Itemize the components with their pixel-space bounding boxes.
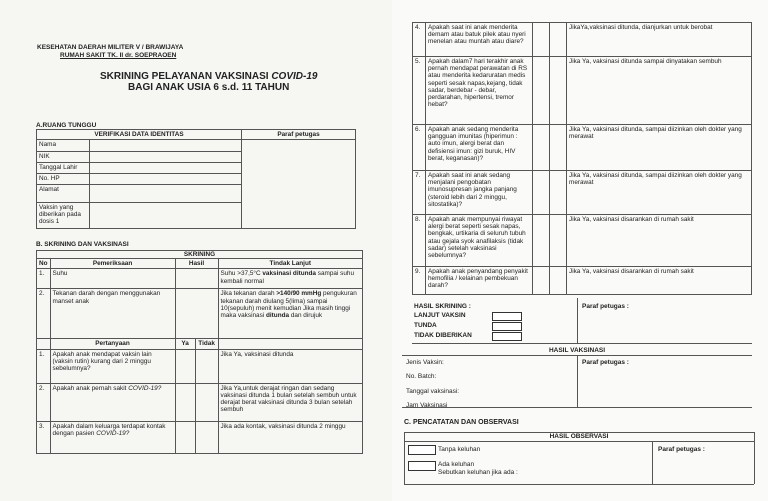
screening-table [36,250,363,454]
question-text: Apakah dalam7 hari terakhir anak pernah mendapat perawatan di RS atau menderita kedaruratan medis seperti sesak napas,kejang, tidak sadar, berdebar - debar, perdarahan, hipertensi, tremor hebat? [426,57,533,125]
option-lanjut-label: LANJUT VAKSIN [414,312,466,319]
question-ya-input[interactable] [533,215,550,267]
question-tidak-input[interactable] [550,171,567,215]
question-tidak-input[interactable] [550,215,567,267]
col-tidak: Tidak [195,339,218,349]
question-text: Apakah saat ini anak menderita demam atau batuk pilek atau nyeri menelan atau muntah atau diare? [426,23,533,57]
question-action: Jika Ya, vaksinasi ditunda, sampai diizinkan oleh dokter yang merawat [567,125,752,171]
section-b-heading: B. SKRINING DAN VAKSINASI [36,241,129,248]
org-line-1: KESEHATAN DAERAH MILITER V / BRAWIJAYA [37,44,184,51]
exam-hasil-input[interactable] [175,269,218,289]
screening-title: SKRINING [37,251,363,259]
question-tidak-input[interactable] [195,383,218,421]
tanpa-keluhan-checkbox[interactable] [408,445,436,455]
right-page [392,0,768,501]
field-label-nik: NIK [37,151,90,162]
question-action: Jika Ya, vaksinasi disarankan di rumah sakit [567,215,752,267]
paraf-skrining-label: Paraf petugas : [582,303,629,310]
exam-item: Suhu [50,269,175,289]
exam-no: 2. [37,289,51,339]
ada-keluhan-checkbox[interactable] [408,461,436,471]
section-a-heading: A.RUANG TUNGGU [36,122,97,129]
field-label-tgl-lahir: Tanggal Lahir [37,162,90,173]
col-hasil: Hasil [175,259,218,269]
col-no: No [37,259,51,269]
question-text: Apakah anak mempunyai riwayat alergi berat seperti sesak napas, bengkak, urtikaria di seluruh tubuh atau gejala syok anafilaksis (tidak sadar) setelah vaksinasi sebelumnya? [426,215,533,267]
hasil-skrining-label: HASIL SKRINING : [414,303,471,310]
question-no: 5. [413,57,426,125]
question-text: Apakah saat ini anak sedang menjalani pengobatan imunosupresan jangka panjang (steroid lebih dari 2 minggu, sitostatika)? [426,171,533,215]
option-tidak-checkbox[interactable] [492,332,522,341]
option-tunda-checkbox[interactable] [492,322,522,331]
question-action: Jika Ya, vaksinasi disarankan di rumah sakit [567,267,752,295]
question-text: Apakah anak mendapat vaksin lain (vaksin rutin) kurang dari 2 minggu sebelumnya? [50,349,175,383]
field-jenis-vaksin: Jenis Vaksin: [406,359,444,366]
field-label-alamat: Alamat [37,184,90,202]
identity-fields-cell [37,140,242,229]
question-action: JikaYa,vaksinasi ditunda, dianjurkan untuk berobat [567,23,752,57]
question-text: Apakah dalam keluarga terdapat kontak dengan pasien COVID-19? [50,421,175,453]
question-ya-input[interactable] [533,23,550,57]
question-action: Jika Ya, vaksinasi ditunda sampai dinyatakan sembuh [567,57,752,125]
field-label-nama: Nama [37,140,90,151]
question-tidak-input[interactable] [550,267,567,295]
question-no: 9. [413,267,426,295]
col-pertanyaan: Pertanyaan [50,339,175,349]
identity-fields [37,140,241,228]
field-tanggal-vaksinasi: Tanggal vaksinasi: [406,388,460,395]
question-no: 3. [37,421,51,453]
exam-action: Suhu >37,5°C vaksinasi ditunda sampai suhu kembali normal [218,269,362,289]
section-c-heading: C. PENCATATAN DAN OBSERVASI [404,419,519,426]
field-label-hp: No. HP [37,173,90,184]
question-tidak-input[interactable] [550,23,567,57]
option-tidak-label: TIDAK DIBERIKAN [414,332,472,339]
question-tidak-input[interactable] [550,125,567,171]
question-no: 7. [413,171,426,215]
question-text: Apakah anak pernah sakit COVID-19? [50,383,175,421]
question-ya-input[interactable] [175,383,195,421]
identity-col-header: VERIFIKASI DATA IDENTITAS [37,130,242,140]
option-lanjut-checkbox[interactable] [492,312,522,321]
question-ya-input[interactable] [533,171,550,215]
exam-hasil-input[interactable] [175,289,218,339]
col-pemeriksaan: Pemeriksaan [50,259,175,269]
question-action: Jika Ya,untuk derajat ringan dan sedang vaksinasi ditunda 1 bulan setelah sembuh untuk derajat berat vaksinasi ditunda 3 bulan setelah sembuh [218,383,362,421]
question-ya-input[interactable] [533,267,550,295]
form-title: SKRINING PELAYANAN VAKSINASI COVID-19 [100,71,318,82]
tanpa-keluhan-label: Tanpa keluhan [438,446,481,453]
field-input-nama[interactable] [90,140,242,151]
question-no: 4. [413,23,426,57]
exam-item: Tekanan darah dengan menggunakan manset anak [50,289,175,339]
question-ya-input[interactable] [175,421,195,453]
paraf-vaksinasi-label: Paraf petugas : [582,359,629,366]
question-no: 2. [37,383,51,421]
col-ya: Ya [175,339,195,349]
paraf-observasi-label: Paraf petugas : [658,446,705,453]
question-ya-input[interactable] [533,125,550,171]
field-input-alamat[interactable] [90,184,242,202]
question-no: 1. [37,349,51,383]
questions-table-continued [412,22,752,295]
question-ya-input[interactable] [175,349,195,383]
field-input-hp[interactable] [90,173,242,184]
question-action: Jika ada kontak, vaksinasi ditunda 2 minggu [218,421,362,453]
question-text: Apakah anak sedang menderita gangguan imunitas (hiperimun : auto imun, alergi berat dan defisiensi imun: gizi buruk, HIV berat, keganasan)? [426,125,533,171]
field-input-nik[interactable] [90,151,242,162]
question-action: Jika Ya, vaksinasi ditunda, sampai diizinkan oleh dokter yang merawat [567,171,752,215]
question-no: 6. [413,125,426,171]
field-input-dosis1[interactable] [90,202,242,228]
identity-table [36,129,356,229]
question-action: Jika Ya, vaksinasi ditunda [218,349,362,383]
field-label-dosis1: Vaksin yang diberikan pada dosis 1 [37,202,90,228]
sebutkan-keluhan-label: Sebutkan keluhan jika ada : [438,469,518,476]
hasil-observasi-title: HASIL OBSERVASI [549,433,609,440]
exam-no: 1. [37,269,51,289]
question-ya-input[interactable] [533,57,550,125]
form-subtitle: BAGI ANAK USIA 6 s.d. 11 TAHUN [128,82,290,93]
col-tindak-lanjut: Tindak Lanjut [218,259,362,269]
paraf-cell[interactable] [242,140,356,229]
question-no: 8. [413,215,426,267]
question-tidak-input[interactable] [195,421,218,453]
field-no-batch: No. Batch: [406,373,437,380]
exam-action: Jika tekanan darah >140/90 mmHg pengukuran tekanan darah diulang 5(lima) sampai 10(sepuluh) menit kemudian Jika masih tinggi maka vaksinasi ditunda dan dirujuk [218,289,362,339]
question-tidak-input[interactable] [550,57,567,125]
question-tidak-input[interactable] [195,349,218,383]
org-line-2: RUMAH SAKIT TK. II dr. SOEPRAOEN [60,52,177,59]
hasil-vaksinasi-title: HASIL VAKSINASI [548,347,606,354]
ada-keluhan-label: Ada keluhan [438,461,475,468]
field-input-tgl-lahir[interactable] [90,162,242,173]
question-text: Apakah anak penyandang penyakit hemofilia / kelainan pembekuan darah? [426,267,533,295]
option-tunda-label: TUNDA [414,322,437,329]
field-jam-vaksinasi: Jam Vaksinasi [406,402,448,409]
paraf-col-header: Paraf petugas [242,130,356,140]
